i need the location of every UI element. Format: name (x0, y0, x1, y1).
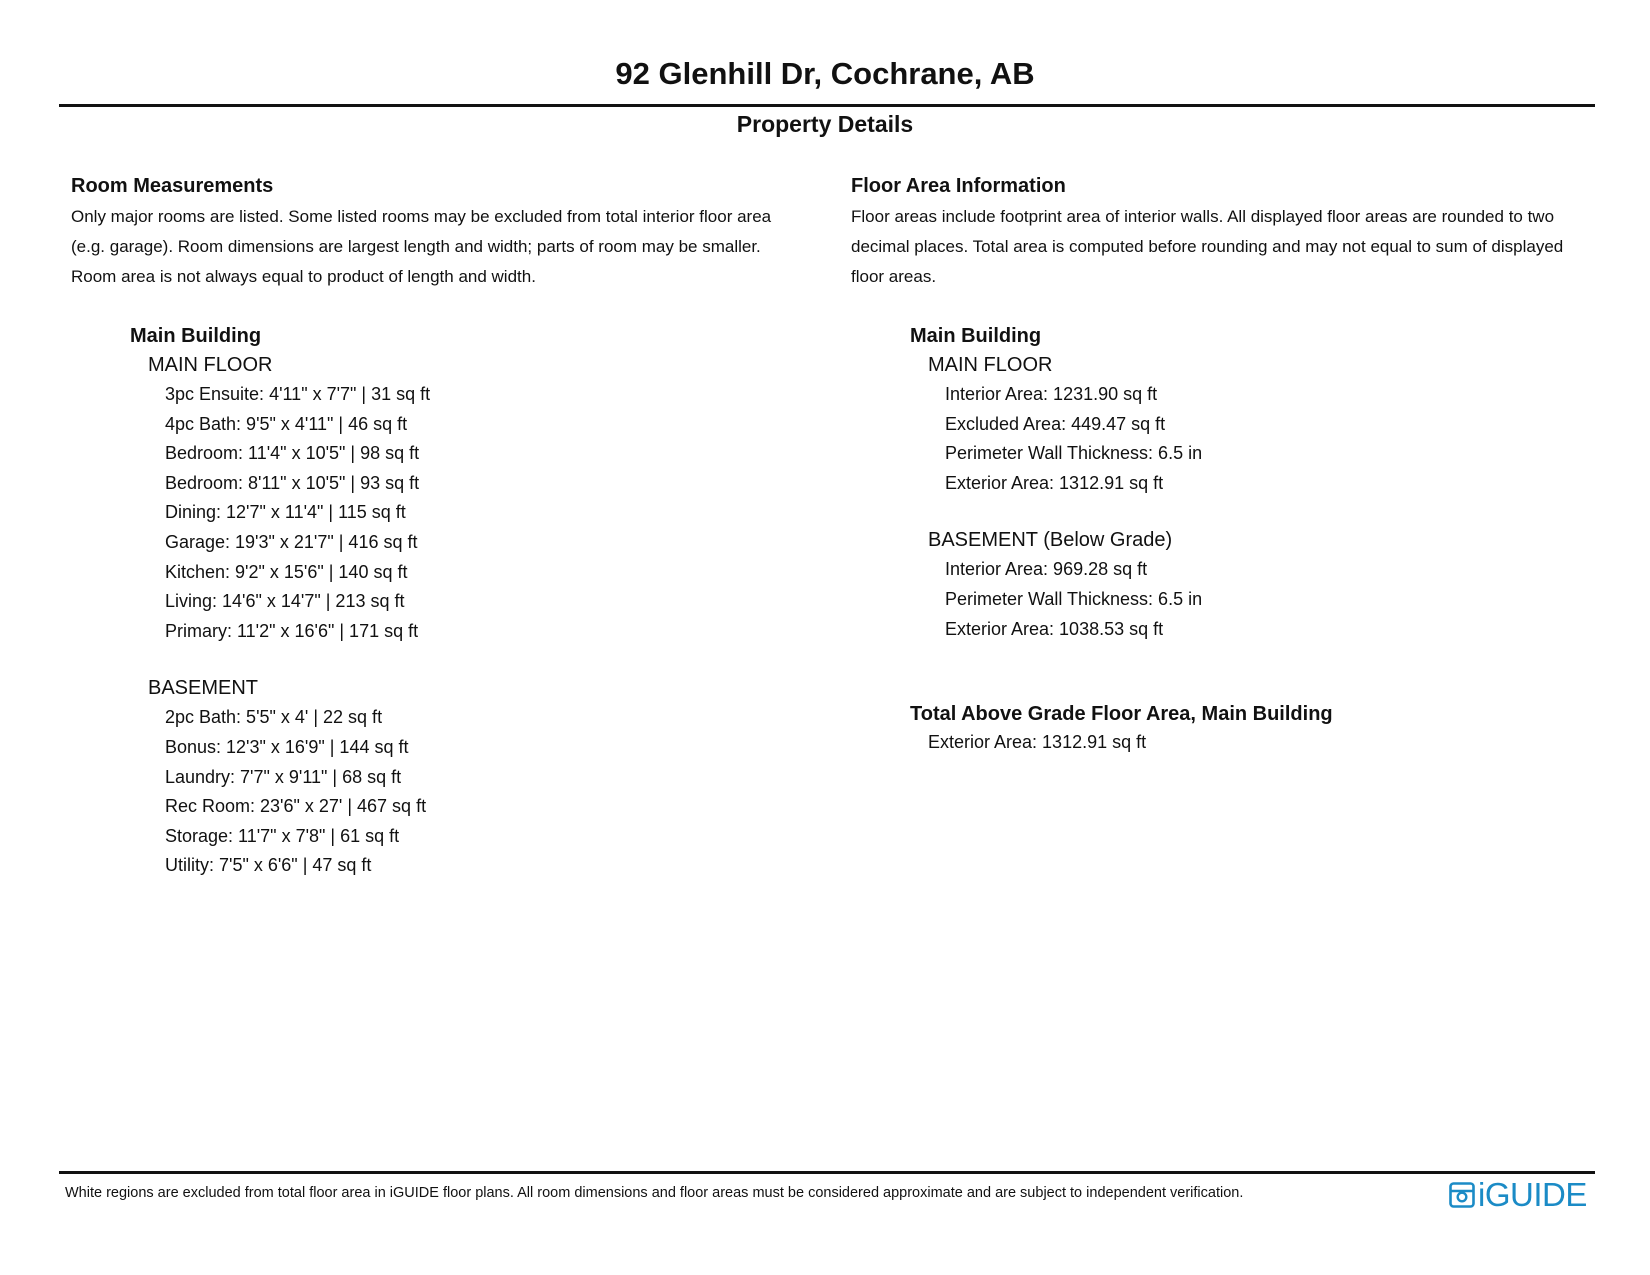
header-divider (59, 104, 1595, 107)
floor-area-heading: Floor Area Information (851, 175, 1066, 197)
iguide-logo (1449, 1176, 1587, 1213)
floor-area-description (851, 202, 1611, 292)
room-item: Laundry: 7'7" x 9'11" | 68 sq ft (165, 766, 402, 787)
room-item: Rec Room: 23'6" x 27' | 467 sq ft (165, 796, 427, 817)
room-list (165, 703, 831, 881)
room-item: Utility: 7'5" x 6'6" | 47 sq ft (165, 855, 372, 876)
total-area-item: Exterior Area: 1312.91 sq ft (928, 732, 1147, 753)
area-item: Perimeter Wall Thickness: 6.5 in (945, 588, 1203, 609)
area-item: Interior Area: 1231.90 sq ft (945, 384, 1158, 404)
room-measurements-section (71, 172, 831, 881)
footer-disclaimer: White regions are excluded from total floor area in iGUIDE floor plans. All room dimensions and floor areas must be considered approximate and are subject to independent verification. (65, 1185, 1244, 1201)
room-item: 3pc Ensuite: 4'11" x 7'7" | 31 sq ft (165, 384, 431, 404)
building-heading: Main Building (910, 325, 1042, 347)
footer-divider (59, 1171, 1595, 1174)
floor-heading: MAIN FLOOR (148, 354, 273, 376)
page-title: 92 Glenhill Dr, Cochrane, AB (615, 56, 1035, 91)
description-line: Only major rooms are listed. Some listed rooms may be excluded from total interior floor area (71, 207, 772, 226)
floor-heading: MAIN FLOOR (928, 354, 1053, 376)
room-building-block (130, 322, 831, 881)
room-item: Garage: 19'3" x 21'7" | 416 sq ft (165, 531, 418, 552)
description-line: floor areas. (851, 267, 937, 286)
area-item: Interior Area: 969.28 sq ft (945, 559, 1148, 580)
building-heading: Main Building (130, 325, 262, 347)
room-item: Living: 14'6" x 14'7" | 213 sq ft (165, 591, 405, 612)
room-measurements-description (71, 202, 831, 292)
description-line: Room area is not always equal to product of length and width. (71, 267, 536, 286)
area-item: Excluded Area: 449.47 sq ft (945, 413, 1166, 434)
room-item: Bedroom: 8'11" x 10'5" | 93 sq ft (165, 472, 420, 493)
floor-block-basement (148, 673, 831, 881)
room-measurements-heading: Room Measurements (71, 175, 274, 197)
description-line: Floor areas include footprint area of interior walls. All displayed floor areas are rounded to two (851, 207, 1555, 226)
total-area-block (910, 700, 1611, 758)
area-building-block (910, 322, 1611, 758)
floor-block-main (148, 350, 831, 646)
room-item: Dining: 12'7" x 11'4" | 115 sq ft (165, 502, 406, 523)
area-item: Exterior Area: 1312.91 sq ft (945, 472, 1164, 493)
area-floor-basement (928, 525, 1611, 644)
room-item: 2pc Bath: 5'5" x 4' | 22 sq ft (165, 707, 383, 728)
area-floor-main (928, 350, 1611, 498)
floor-heading: BASEMENT (Below Grade) (928, 529, 1173, 552)
room-item: Storage: 11'7" x 7'8" | 61 sq ft (165, 825, 400, 846)
camera-icon (1449, 1182, 1475, 1208)
logo-text: iGUIDE (1478, 1176, 1587, 1213)
area-item: Exterior Area: 1038.53 sq ft (945, 618, 1164, 639)
description-line: (e.g. garage). Room dimensions are largest length and width; parts of room may be smaller. (71, 237, 761, 256)
room-item: Primary: 11'2" x 16'6" | 171 sq ft (165, 620, 419, 641)
description-line: decimal places. Total area is computed before rounding and may not equal to sum of displayed (851, 237, 1564, 256)
room-item: 4pc Bath: 9'5" x 4'11" | 46 sq ft (165, 413, 408, 434)
room-item: Bonus: 12'3" x 16'9" | 144 sq ft (165, 736, 409, 757)
floor-area-section (851, 172, 1611, 758)
area-list (945, 380, 1611, 498)
total-area-heading: Total Above Grade Floor Area, Main Building (910, 703, 1333, 726)
page-subtitle: Property Details (736, 111, 914, 137)
total-area-list (928, 728, 1611, 758)
room-item: Bedroom: 11'4" x 10'5" | 98 sq ft (165, 443, 420, 464)
room-item: Kitchen: 9'2" x 15'6" | 140 sq ft (165, 561, 408, 582)
area-item: Perimeter Wall Thickness: 6.5 in (945, 443, 1203, 464)
room-list (165, 380, 831, 646)
floor-heading: BASEMENT (148, 677, 259, 700)
area-list (945, 555, 1611, 644)
